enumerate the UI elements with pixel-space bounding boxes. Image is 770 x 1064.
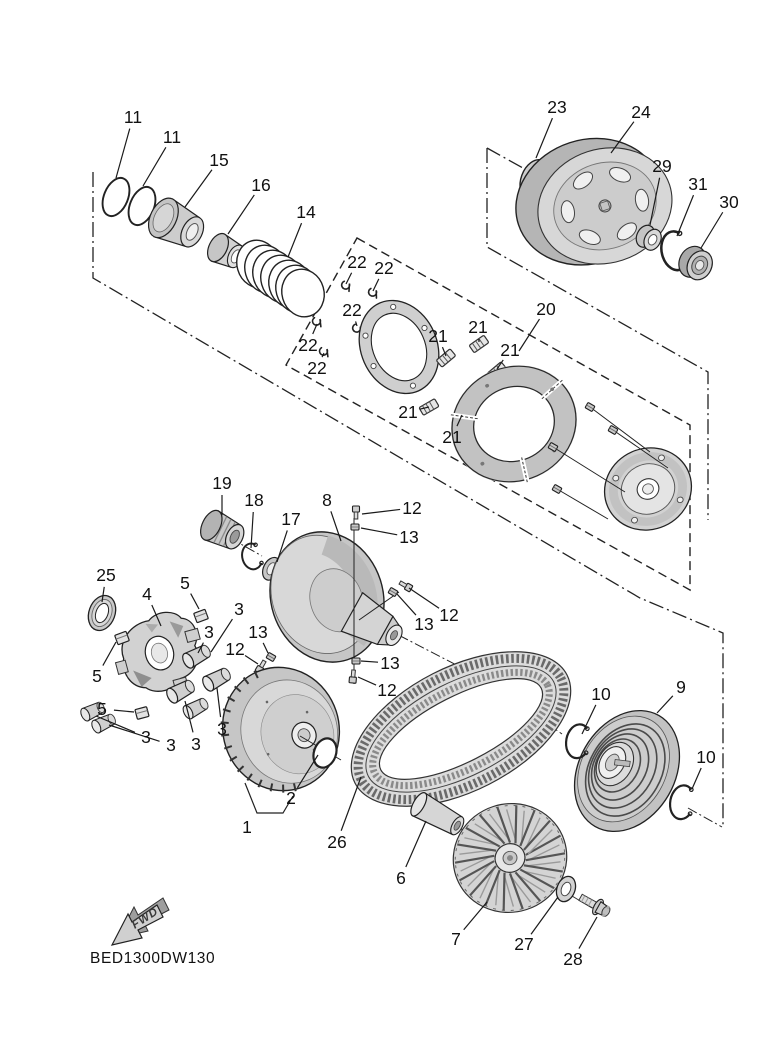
leader-line-12 — [362, 509, 400, 514]
part-callout-3: 3 — [166, 735, 176, 755]
bolt-28 — [576, 890, 613, 921]
part-callout-6: 6 — [396, 868, 406, 888]
leader-line-22 — [346, 273, 352, 284]
fan-fixed-sheave-7 — [439, 789, 581, 927]
leader-line-11 — [116, 129, 130, 178]
part-callout-4: 4 — [142, 584, 152, 604]
part-callout-23: 23 — [547, 97, 567, 117]
part-callout-8: 8 — [322, 490, 332, 510]
part-callout-13: 13 — [380, 653, 400, 673]
part-callout-21: 21 — [398, 402, 418, 422]
part-callout-21: 21 — [500, 340, 520, 360]
part-callout-30: 30 — [719, 192, 739, 212]
leader-line-5 — [103, 642, 116, 666]
part-callout-22: 22 — [307, 358, 327, 378]
part-callout-3: 3 — [217, 719, 227, 739]
part-callout-3: 3 — [234, 599, 244, 619]
part-callout-12: 12 — [402, 498, 422, 518]
leader-line-12 — [245, 656, 258, 664]
part-callout-17: 17 — [281, 509, 301, 529]
fwd-label: FWD — [129, 905, 161, 932]
part-callout-22: 22 — [342, 300, 362, 320]
part-callout-14: 14 — [296, 202, 316, 222]
leader-line-20 — [519, 319, 540, 351]
leader-line-28 — [579, 917, 597, 949]
circlip-18 — [240, 542, 264, 571]
leader-line-11 — [143, 147, 166, 186]
leader-line-12 — [358, 677, 376, 685]
part-callout-2: 2 — [286, 788, 296, 808]
part-callout-13: 13 — [414, 614, 434, 634]
clutch-bell-24 — [499, 117, 687, 287]
part-callout-21: 21 — [468, 317, 488, 337]
part-callout-11: 11 — [123, 107, 143, 127]
part-callout-10: 10 — [696, 747, 716, 767]
part-callout-24: 24 — [631, 102, 651, 122]
part-callout-28: 28 — [563, 949, 583, 969]
part-callout-22: 22 — [347, 252, 367, 272]
leader-line-13 — [263, 643, 268, 653]
leader-line-9 — [657, 696, 673, 713]
leader-line-12 — [409, 588, 439, 608]
part-callout-22: 22 — [298, 335, 318, 355]
leader-line-3 — [217, 688, 221, 717]
leader-line-5 — [191, 594, 199, 609]
shoe-assembly-dashed-box — [286, 238, 690, 590]
part-callout-3: 3 — [141, 727, 151, 747]
part-callout-20: 20 — [536, 299, 556, 319]
part-callout-29: 29 — [652, 156, 672, 176]
leader-line-14 — [288, 223, 302, 257]
leader-line-31 — [677, 195, 694, 236]
part-callout-21: 21 — [428, 326, 448, 346]
part-callout-9: 9 — [676, 677, 686, 697]
leader-line-5 — [114, 710, 134, 712]
part-callout-7: 7 — [451, 929, 461, 949]
part-callout-16: 16 — [251, 175, 271, 195]
part-callout-13: 13 — [248, 622, 268, 642]
part-callout-26: 26 — [327, 832, 347, 852]
v-belt-26 — [327, 620, 595, 839]
leader-line-15 — [185, 170, 212, 207]
leader-line-22 — [356, 321, 357, 326]
part-callout-22: 22 — [374, 258, 394, 278]
part-callout-5: 5 — [92, 666, 102, 686]
part-callout-3: 3 — [191, 734, 201, 754]
part-callout-21: 21 — [442, 427, 462, 447]
part-callout-1: 1 — [242, 817, 252, 837]
bearing-30 — [674, 242, 718, 285]
leader-line-10 — [692, 768, 701, 789]
part-callout-15: 15 — [209, 150, 229, 170]
part-callout-25: 25 — [96, 565, 116, 585]
part-callout-5: 5 — [97, 699, 107, 719]
leader-line-30 — [701, 212, 723, 248]
part-callout-18: 18 — [244, 490, 264, 510]
part-callout-19: 19 — [212, 473, 232, 493]
leader-line-13 — [361, 528, 397, 535]
leader-line-26 — [341, 777, 361, 831]
fwd-direction-arrow — [112, 898, 169, 945]
part-callout-5: 5 — [180, 573, 190, 593]
compression-spring-14 — [231, 235, 330, 322]
leader-line-16 — [228, 195, 254, 234]
part-callout-12: 12 — [225, 639, 245, 659]
leader-line-13 — [361, 661, 378, 662]
leader-line-13 — [397, 594, 416, 615]
part-callout-11: 11 — [162, 127, 182, 147]
leader-line-7 — [464, 902, 487, 930]
leader-line-22 — [373, 279, 379, 291]
leader-line-3 — [109, 725, 160, 741]
leader-line-6 — [406, 821, 426, 867]
part-callout-27: 27 — [514, 934, 534, 954]
spacer-bushing-15 — [143, 193, 211, 255]
part-callout-13: 13 — [399, 527, 419, 547]
part-callout-12: 12 — [377, 680, 397, 700]
secondary-spring-assembly-9 — [553, 692, 700, 851]
part-callout-10: 10 — [591, 684, 611, 704]
figure-code: BED1300DW130 — [90, 950, 216, 967]
part-callout-12: 12 — [439, 605, 459, 625]
part-callout-3: 3 — [204, 622, 214, 642]
part-callout-31: 31 — [688, 174, 708, 194]
